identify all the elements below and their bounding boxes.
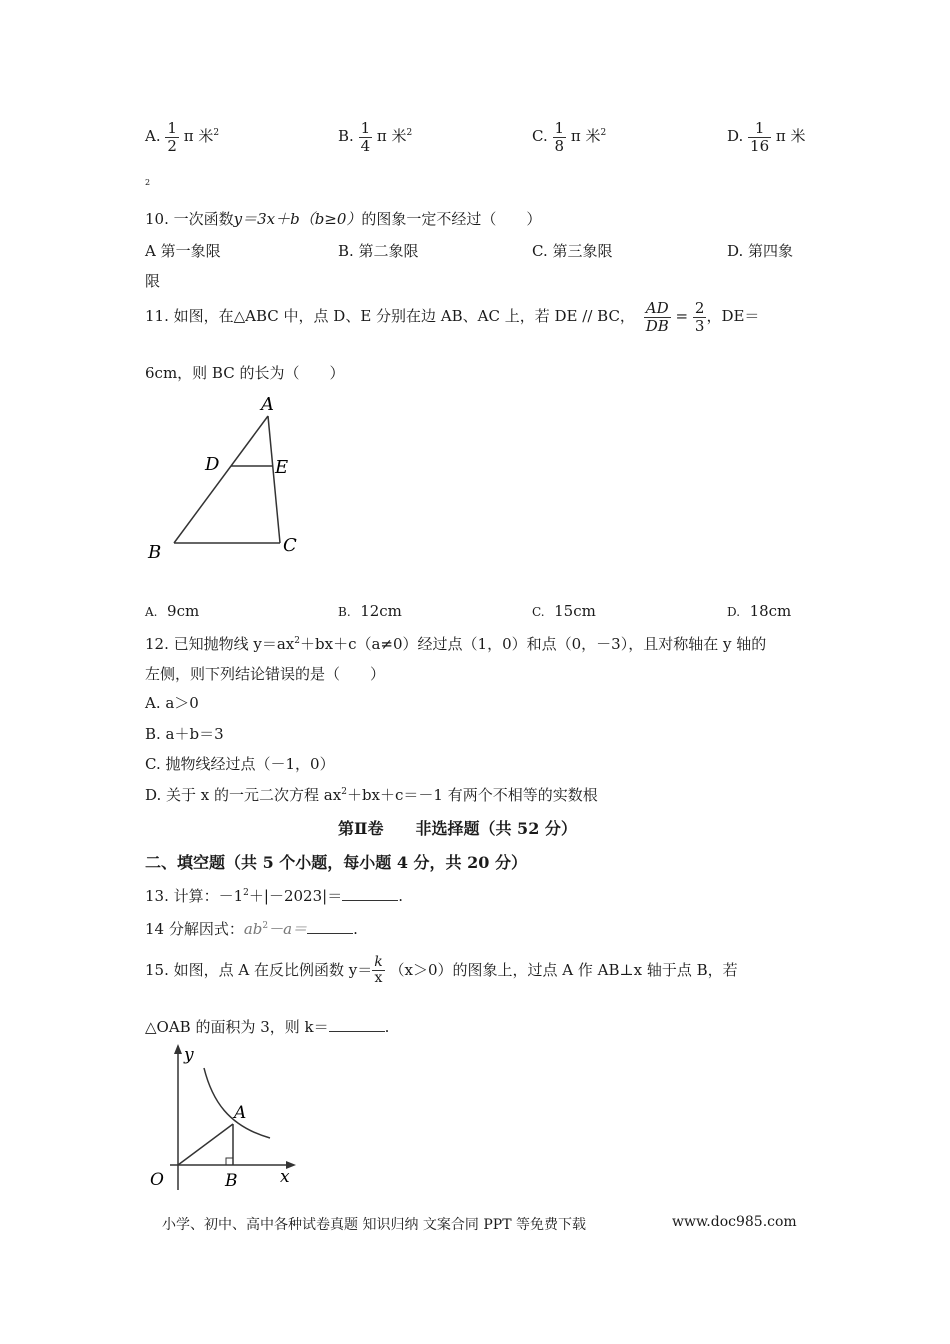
q10-option-a: A 第一象限 <box>145 242 221 260</box>
fill-in-header: 二、填空题（共 5 个小题，每小题 4 分，共 20 分） <box>145 853 527 872</box>
option-text: π 米 <box>570 127 601 145</box>
right-angle-mark <box>226 1158 233 1165</box>
side-ab <box>174 416 268 543</box>
q13: 13. 计算：$-1^2+|-2023|=$ . <box>145 887 403 905</box>
q11-option-c: C. 15cm <box>532 602 596 620</box>
fraction: $\frac{1}{16}$ <box>750 119 770 155</box>
label-a: A <box>261 394 274 415</box>
q11-option-b: B. 12cm <box>338 602 402 620</box>
y-axis-arrow <box>174 1044 182 1054</box>
q12-stem: 12. 已知抛物线 $y=ax^2+bx+c(a\ne 0)$经过点（1，0）和点（0，－3），且对称轴在 y 轴的 <box>145 635 767 653</box>
footer-text: 小学、初中、高中各种试卷真题 知识归纳 文案合同 PPT 等免费下载 <box>162 1217 586 1233</box>
footer-link[interactable]: www.doc985.com <box>672 1214 797 1230</box>
segment-oa <box>178 1124 233 1165</box>
fraction: $\frac{1}{2}$ <box>167 119 177 155</box>
q14: 14 分解因式：$ab^2-a=$ . <box>145 920 358 938</box>
q11-stem-cont: 6cm，则 BC 的长为（ ） <box>145 364 345 382</box>
q9-overflow-exponent: 2 <box>145 178 151 187</box>
label-o: O <box>150 1170 164 1190</box>
answer-blank[interactable] <box>342 886 398 901</box>
triangle-figure <box>140 388 310 568</box>
q9-option-c: C. $\frac{1}{8}$ π 米$^2$ <box>532 119 607 155</box>
ad-db-fraction: $\frac{AD}{DB}$ <box>645 299 669 335</box>
q12-option-a: A. a＞0 <box>145 694 199 712</box>
q9-option-b: B. $\frac{1}{4}$ π 米$^2$ <box>338 119 413 155</box>
q10-option-d-wrap: 限 <box>145 272 161 290</box>
q10-stem: 10. 一次函数y＝3x＋b（b≥0）的图象一定不经过（ ） <box>145 210 542 228</box>
q11-option-a: A. 9cm <box>145 602 200 620</box>
inverse-function-figure <box>140 1040 310 1195</box>
answer-blank[interactable] <box>329 1017 385 1032</box>
label-b: B <box>148 542 162 563</box>
option-label: A. <box>145 127 161 145</box>
label-b: B <box>225 1171 238 1191</box>
section-title: 第Ⅱ卷 非选择题（共 52 分） <box>338 819 577 838</box>
q11-option-d: D. 18cm <box>727 602 792 620</box>
k-over-x-fraction: $\frac{k}{x}$ <box>374 954 383 987</box>
q9-option-a: A. $\frac{1}{2}$ π 米$^2$ <box>145 119 220 155</box>
q12-option-b: B. a＋b＝3 <box>145 725 224 743</box>
option-text: π 米 <box>183 127 214 145</box>
option-text: π 米 <box>775 127 806 145</box>
side-ac <box>268 416 280 543</box>
fraction: $\frac{1}{8}$ <box>554 119 565 155</box>
option-label: B. <box>338 127 354 145</box>
ratio-fraction: $\frac{2}{3}$ <box>694 299 705 335</box>
label-x: x <box>280 1167 290 1187</box>
label-a: A <box>234 1103 247 1123</box>
label-y: y <box>184 1045 194 1065</box>
q10-option-d: D. 第四象 <box>727 242 794 260</box>
option-label: D. <box>727 127 744 145</box>
q12-stem-cont: 左侧，则下列结论错误的是（ ） <box>145 665 386 683</box>
q12-option-c: C. 抛物线经过点（－1，0） <box>145 755 335 773</box>
label-e: E <box>275 457 289 478</box>
answer-blank[interactable] <box>307 919 353 934</box>
option-text: π 米 <box>376 127 407 145</box>
q10-option-c: C. 第三象限 <box>532 242 613 260</box>
label-d: D <box>205 454 220 475</box>
q15-stem-cont: △OAB 的面积为 3，则 k＝ . <box>145 1018 390 1036</box>
q10-option-b: B. 第二象限 <box>338 242 419 260</box>
q11-stem: 11. 如图，在△ABC 中，点 D、E 分别在边 AB、AC 上，若 DE // BC， $\frac{AD}{DB}$ = $\frac{2}{3}$ ，DE＝ <box>145 299 760 335</box>
q15-stem: 15. 如图，点 A 在反比例函数 y＝ $\frac{k}{x}$ （x＞0）的图象上，过点 A 作 AB⊥x 轴于点 B，若 <box>145 954 738 987</box>
option-label: C. <box>532 127 548 145</box>
q9-option-d <box>727 120 806 154</box>
fraction: $\frac{1}{4}$ <box>360 119 371 155</box>
label-c: C <box>283 535 297 556</box>
q12-option-d: D. 关于 x 的一元二次方程 $ax^2+bx+c=-1$ 有两个不相等的实数根 <box>145 786 598 804</box>
